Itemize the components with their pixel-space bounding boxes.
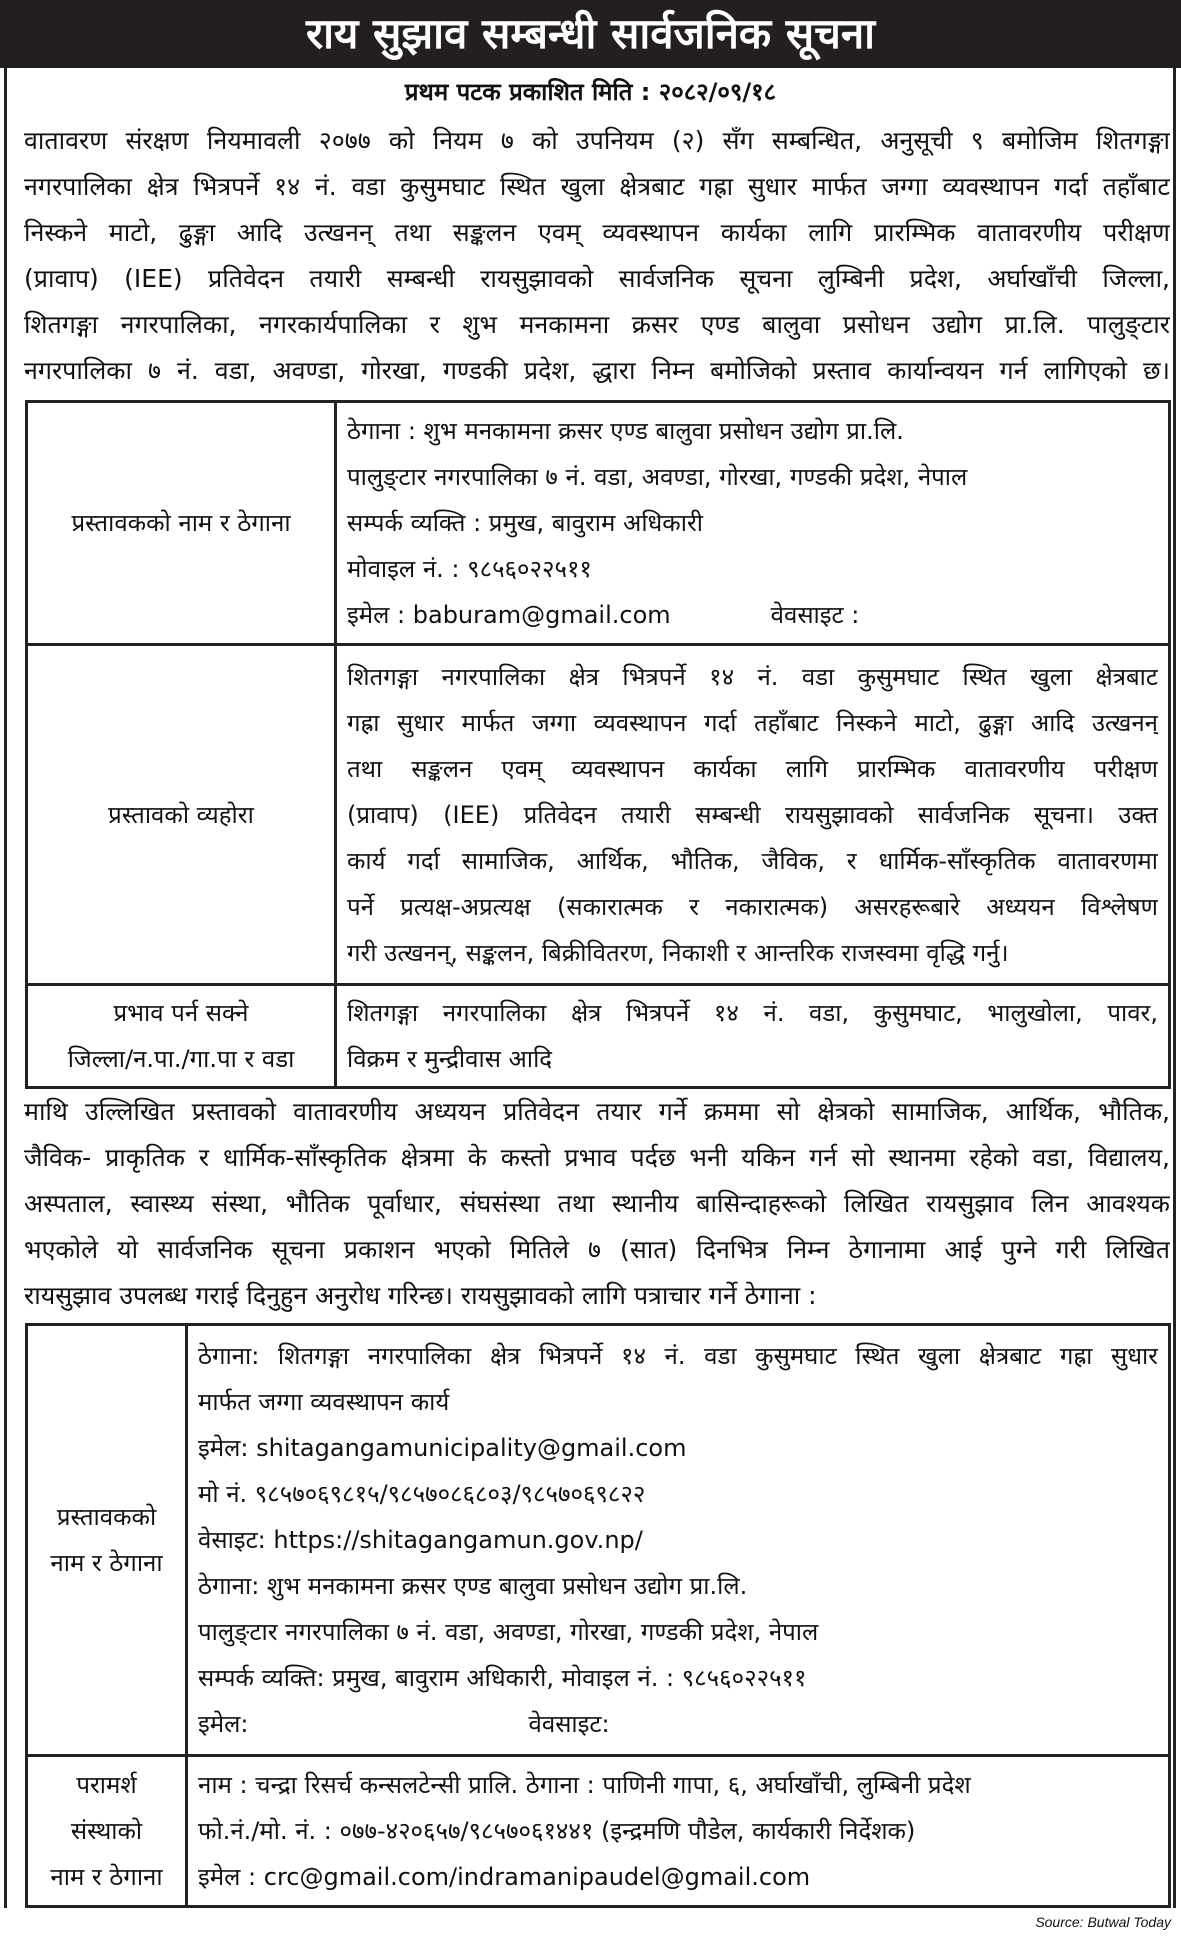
table-row-affected-area: [27, 985, 1170, 1088]
detail-line: गरी उत्खनन्, सङ्कलन, बिक्रीवितरण, निकाशी र आन्तरिक राजस्वमा वृद्धि गर्नु।: [347, 938, 1009, 967]
intro-paragraph: [24, 118, 1170, 394]
website-line: वेसाइट: https://shitagangamun.gov.np/: [198, 1526, 643, 1554]
subject-label: प्रस्तावको व्यहोरा: [27, 645, 336, 985]
table-row-proposer: [27, 402, 1170, 645]
detail-line: ठेगाना: शुभ मनकामना क्रसर एण्ड बालुवा प्रसोधन उद्योग प्रा.लि.: [198, 1572, 748, 1600]
detail-line: पालुङ्टार नगरपालिका ७ नं. वडा, अवण्डा, गोरखा, गण्डकी प्रदेश, नेपाल: [198, 1618, 819, 1646]
affected-area-label: [27, 985, 336, 1088]
label-line: परामर्श: [76, 1771, 137, 1799]
detail-line: (प्रावाप) (IEE) प्रतिवेदन तयारी सम्बन्धी रायसुझावको सार्वजनिक सूचना। उक्त: [347, 800, 1158, 829]
label-line: नाम र ठेगाना: [50, 1863, 163, 1891]
detail-line: शितगङ्गा नगरपालिका क्षेत्र भित्रपर्ने १४ नं. वडा कुसुमघाट स्थित खुला क्षेत्रबाट: [347, 662, 1158, 691]
intro-line: नगरपालिका ७ नं. वडा, अवण्डा, गोरखा, गण्डकी प्रदेश, द्धारा निम्न बमोजिको प्रस्ताव कार्यान्वयन गर्न लागिएको छ।: [24, 356, 1170, 385]
body-line: माथि उल्लिखित प्रस्तावको वातावरणीय अध्ययन प्रतिवेदन तयार गर्ने क्रममा सो क्षेत्रको सामाजिक, आर्थिक, भौतिक,: [24, 1097, 1170, 1126]
detail-line: विक्रम र मुन्द्रीवास आदि: [347, 1045, 553, 1073]
detail-line: मार्फत जग्गा व्यवस्थापन कार्य: [198, 1388, 450, 1416]
detail-line: पालुङ्टार नगरपालिका ७ नं. वडा, अवण्डा, गोरखा, गण्डकी प्रदेश, नेपाल: [347, 463, 968, 491]
intro-line: (प्रावाप) (IEE) प्रतिवेदन तयारी सम्बन्धी रायसुझावको सार्वजनिक सूचना लुम्बिनी प्रदेश, अर्घाखाँची जिल्ला,: [24, 264, 1170, 293]
table-row-proposer-contact: [27, 1325, 1170, 1756]
source-credit: Source: Butwal Today: [1035, 1914, 1171, 1930]
intro-line: शितगङ्गा नगरपालिका, नगरकार्यपालिका र शुभ मनकामना क्रसर एण्ड बालुवा प्रसोधन उद्योग प्रा.लि. पालुङ्टार: [24, 310, 1170, 339]
phone-line: मो नं. ९८५७०६९८१५/९८५७०८६८०३/९८५७०६९८२२: [198, 1480, 646, 1508]
subject-details: [336, 645, 1170, 985]
email: इमेल : baburam@gmail.com: [347, 601, 671, 629]
contact-table: [25, 1323, 1171, 1908]
detail-line: ठेगाना : शुभ मनकामना क्रसर एण्ड बालुवा प्रसोधन उद्योग प्रा.लि.: [347, 417, 904, 445]
intro-line: नगरपालिका क्षेत्र भित्रपर्ने १४ नं. वडा कुसुमघाट स्थित खुला क्षेत्रबाट गह्रा सुधार मार्फत जग्गा व्यवस्थापन गर्दा तहाँबाट: [24, 172, 1170, 201]
table-row-consultant: [27, 1756, 1170, 1907]
detail-line: मोवाइल नं. : ९८५६०२२५११: [347, 555, 592, 583]
request-paragraph: [24, 1089, 1170, 1319]
label-line: नाम र ठेगाना: [50, 1549, 163, 1577]
detail-line: ठेगाना: शितगङ्गा नगरपालिका क्षेत्र भित्रपर्ने १४ नं. वडा कुसुमघाट स्थित खुला क्षेत्रबाट गह्रा सुधार: [198, 1342, 1158, 1370]
detail-line: फो.नं./मो. नं. : ०७७-४२०६५७/९८५७०६१४४१ (इन्द्रमणि पौडेल, कार्यकारी निर्देशक): [198, 1817, 916, 1845]
body-line: भएकोले यो सार्वजनिक सूचना प्रकाशन भएको मितिले ७ (सात) दिनभित्र निम्न ठेगानामा आई पुग्ने गरी लिखित: [24, 1235, 1170, 1264]
proposer-label: प्रस्तावकको नाम र ठेगाना: [27, 402, 336, 645]
label-line: जिल्ला/न.पा./गा.पा र वडा: [67, 1045, 295, 1073]
affected-area-details: [336, 985, 1170, 1088]
website-label: वेवसाइट:: [528, 1710, 610, 1738]
website-label: वेवसाइट :: [770, 601, 860, 629]
detail-line: गह्रा सुधार मार्फत जग्गा व्यवस्थापन गर्दा तहाँबाट निस्कने माटो, ढुङ्गा आदि उत्खनन्: [347, 708, 1158, 737]
body-line: रायसुझाव उपलब्ध गराई दिनुहुन अनुरोध गरिन्छ। रायसुझावको लागि पत्राचार गर्ने ठेगाना :: [24, 1281, 817, 1310]
label-line: संस्थाको: [70, 1817, 143, 1845]
intro-line: वातावरण संरक्षण नियमावली २०७७ को नियम ७ को उपनियम (२) सँग सम्बन्धित, अनुसूची ९ बमोजिम शितगङ्गा: [24, 126, 1170, 155]
email-label: इमेल:: [198, 1710, 249, 1738]
detail-line: कार्य गर्दा सामाजिक, आर्थिक, भौतिक, जैविक, र धार्मिक-साँस्कृतिक वातावरणमा: [347, 846, 1158, 875]
email-line: इमेल : crc@gmail.com/indramanipaudel@gmail.com: [198, 1863, 811, 1891]
table-row-subject: [27, 645, 1170, 985]
detail-line: सम्पर्क व्यक्ति: प्रमुख, बावुराम अधिकारी, मोवाइल नं. : ९८५६०२२५११: [198, 1664, 807, 1692]
consultant-details: [187, 1756, 1170, 1907]
email-website-line: [198, 1701, 1158, 1747]
intro-line: निस्कने माटो, ढुङ्गा आदि उत्खनन् तथा सङ्कलन एवम् व्यवस्थापन कार्यका लागि प्रारम्भिक वातावरणीय परीक्षण: [24, 218, 1170, 247]
proposer-contact-details: [187, 1325, 1170, 1756]
detail-line: नाम : चन्द्रा रिसर्च कन्सलटेन्सी प्रालि. ठेगाना : पाणिनी गापा, ६, अर्घाखाँची, लुम्बिनी प्रदेश: [198, 1771, 971, 1799]
consultant-label: [27, 1756, 187, 1907]
label-line: प्रस्तावकको: [56, 1503, 157, 1531]
detail-line: शितगङ्गा नगरपालिका क्षेत्र भित्रपर्ने १४ नं. वडा, कुसुमघाट, भालुखोला, पावर,: [347, 999, 1158, 1027]
label-line: प्रभाव पर्न सक्ने: [113, 999, 249, 1027]
detail-line: सम्पर्क व्यक्ति : प्रमुख, बावुराम अधिकारी: [347, 509, 703, 537]
body-line: अस्पताल, स्वास्थ्य संस्था, भौतिक पूर्वाधार, संघसंस्था तथा स्थानीय बासिन्दाहरूको लिखित रायसुझाव लिन आवश्यक: [24, 1189, 1170, 1218]
detail-line: तथा सङ्कलन एवम् व्यवस्थापन कार्यका लागि प्रारम्भिक वातावरणीय परीक्षण: [347, 754, 1158, 783]
publication-date: प्रथम पटक प्रकाशित मिति : २०८२/०९/१८: [404, 78, 777, 106]
email-website-line: [347, 592, 1158, 638]
detail-line: पर्ने प्रत्यक्ष-अप्रत्यक्ष (सकारात्मक र नकारात्मक) असरहरूबारे अध्ययन विश्लेषण: [347, 892, 1158, 921]
body-line: जैविक- प्राकृतिक र धार्मिक-साँस्कृतिक क्षेत्रमा के कस्तो प्रभाव पर्दछ भनी यकिन गर्न सो स्थानमा रहेको वडा, विद्यालय,: [24, 1143, 1170, 1172]
proposer-contact-label: [27, 1325, 187, 1756]
email-line: इमेल: shitagangamunicipality@gmail.com: [198, 1434, 687, 1462]
proposer-details: [336, 402, 1170, 645]
proposal-table: [25, 400, 1171, 1089]
notice-title: राय सुझाव सम्बन्धी सार्वजनिक सूचना: [0, 0, 1181, 68]
